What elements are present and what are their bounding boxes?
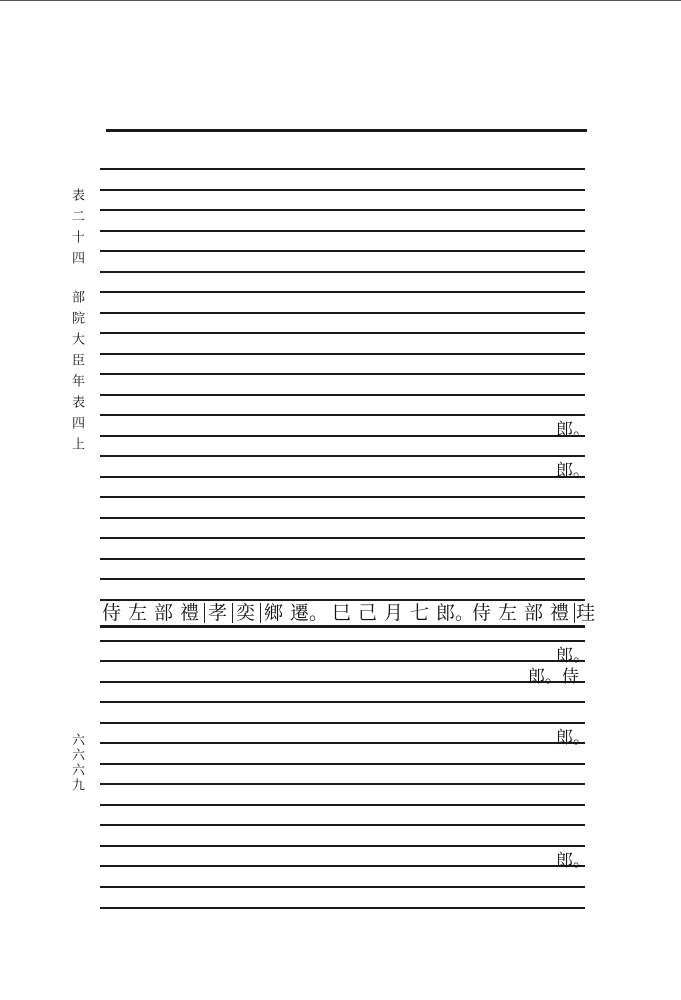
- table-rule: [100, 722, 585, 724]
- row-char: 奕: [236, 602, 256, 624]
- row-char: 孝: [208, 602, 228, 624]
- table-rule: [100, 373, 585, 375]
- page-top-border: [0, 0, 681, 1]
- row-char: 左: [498, 602, 518, 624]
- table-rule: [100, 209, 585, 211]
- entry-text: 郎。: [556, 851, 590, 871]
- table-rule: [100, 804, 585, 806]
- main-entry-row: [100, 601, 596, 625]
- name-divider: [260, 603, 261, 623]
- entry-text: 郎。: [556, 728, 590, 748]
- row-char: 珪: [576, 602, 596, 624]
- table-rule: [100, 845, 585, 847]
- table-rule: [100, 783, 585, 785]
- row-char: 郎。: [436, 602, 475, 624]
- entry-text: 郎。: [556, 420, 590, 440]
- table-rule: [100, 824, 585, 826]
- entry-text: 郎。: [556, 646, 590, 666]
- table-rule: [100, 865, 585, 867]
- name-divider: [204, 603, 205, 623]
- row-char: 巳: [332, 602, 352, 624]
- row-char: 禮: [550, 602, 570, 624]
- table-rule: [100, 435, 585, 437]
- table-rule: [100, 394, 585, 396]
- table-rule: [100, 476, 585, 478]
- table-rule: [100, 763, 585, 765]
- row-char: 部: [524, 602, 544, 624]
- table-rule: [100, 168, 585, 170]
- row-char: 己: [358, 602, 378, 624]
- table-rule: [100, 291, 585, 293]
- name-divider: [574, 603, 575, 623]
- table-rule: [100, 681, 585, 683]
- table-rule: [100, 886, 585, 888]
- table-subtitle: 部院大臣年表四上: [69, 290, 84, 458]
- table-top-rule: [106, 129, 587, 132]
- table-rule: [100, 250, 585, 252]
- table-rule: [100, 455, 585, 457]
- row-char: 侍: [102, 602, 122, 624]
- table-rule: [100, 558, 585, 560]
- entry-text: 郎。侍: [528, 667, 579, 687]
- row-char: 七: [410, 602, 430, 624]
- row-char: 左: [128, 602, 148, 624]
- table-rule: [100, 271, 585, 273]
- entry-text: 郎。: [556, 461, 590, 481]
- table-rule: [100, 189, 585, 191]
- table-rule: [100, 517, 585, 519]
- row-char: 鄉: [264, 602, 284, 624]
- row-char: 月: [384, 602, 404, 624]
- table-title: 表二十四: [69, 188, 84, 272]
- row-char: 侍: [472, 602, 492, 624]
- table-rule: [100, 332, 585, 334]
- row-char: 禮: [180, 602, 200, 624]
- table-rule: [100, 537, 585, 539]
- row-char: 遷。: [290, 602, 329, 624]
- table-rule: [100, 353, 585, 355]
- page-number: 六六六九: [69, 733, 84, 793]
- row-char: 部: [154, 602, 174, 624]
- table-rule: [100, 640, 585, 642]
- table-rule: [100, 660, 585, 662]
- table-rule: [100, 312, 585, 314]
- table-rule: [100, 625, 585, 628]
- table-rule: [100, 742, 585, 744]
- table-rule: [100, 496, 585, 498]
- table-rule: [100, 578, 585, 580]
- table-rule: [100, 907, 585, 909]
- table-rule: [100, 414, 585, 416]
- name-divider: [232, 603, 233, 623]
- table-rule: [100, 230, 585, 232]
- table-rule: [100, 701, 585, 703]
